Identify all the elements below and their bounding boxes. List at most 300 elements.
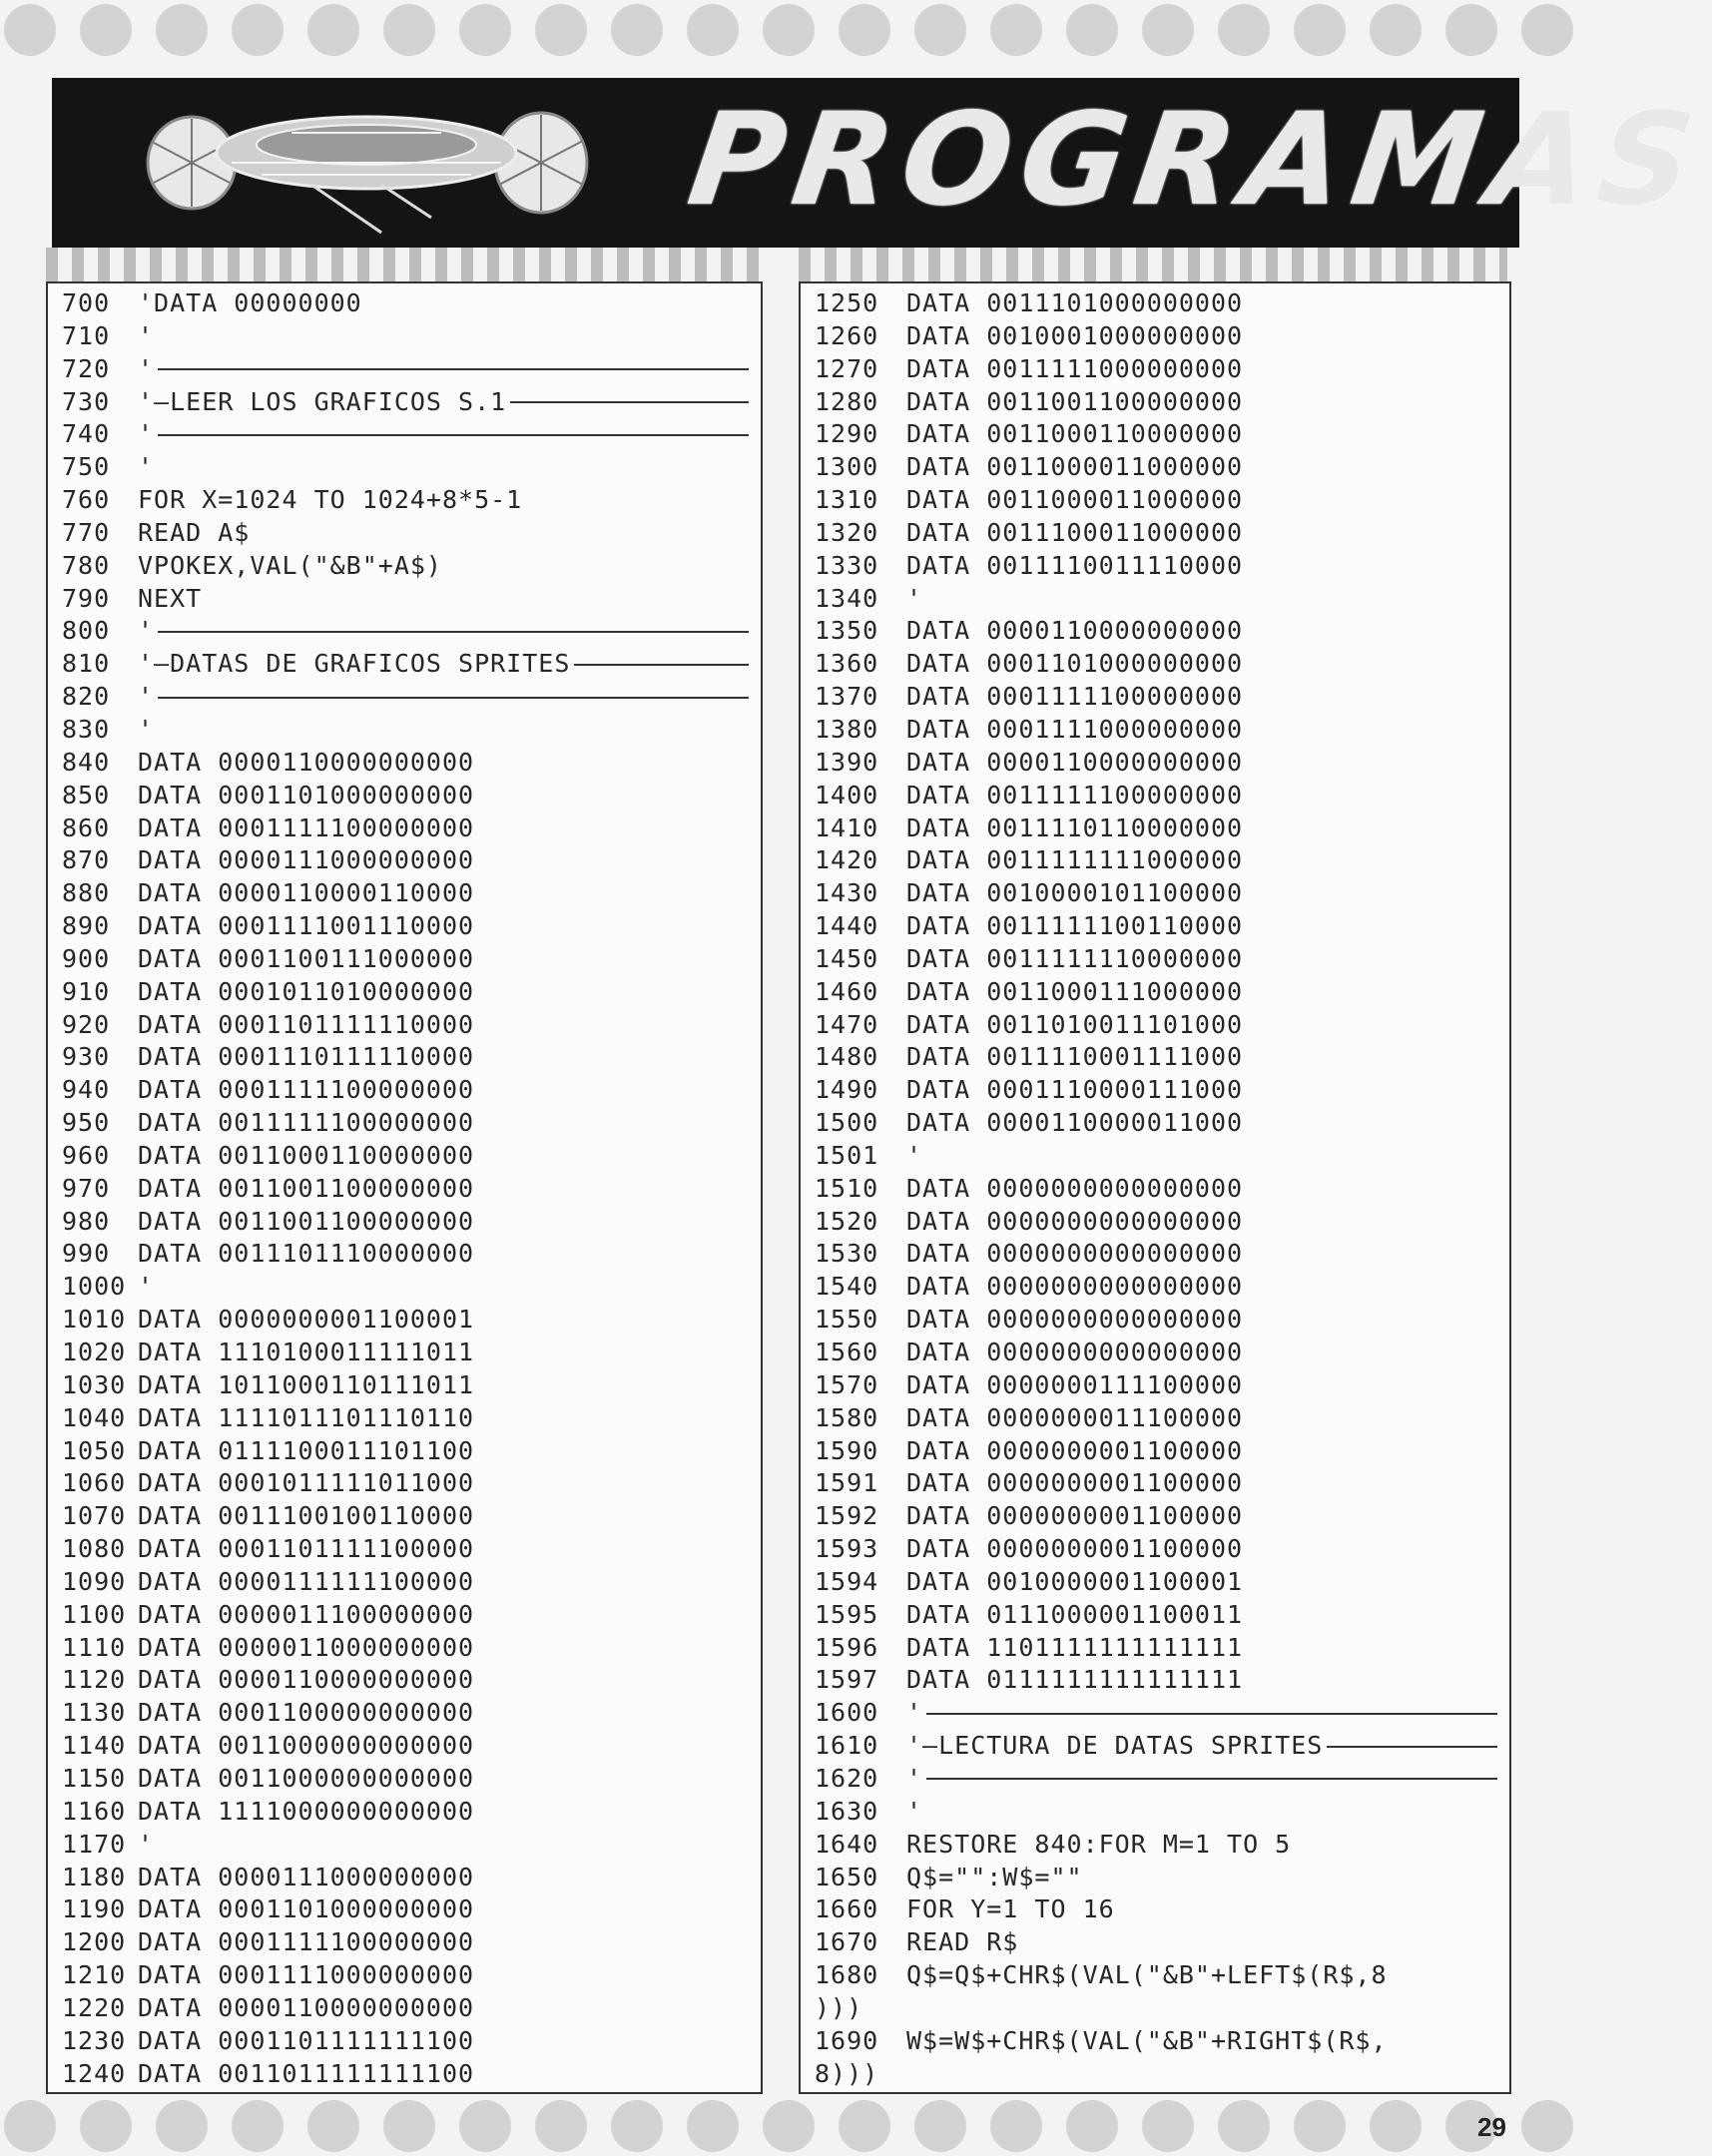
comment-rule	[158, 697, 749, 699]
code-line	[815, 287, 1501, 320]
decorative-dot	[1218, 2100, 1270, 2152]
line-code: DATA 0000110000000000	[906, 747, 1244, 777]
comment-rule	[158, 631, 749, 633]
line-number: 1290	[815, 419, 879, 449]
line-code: DATA 0001111100000000	[138, 1927, 475, 1957]
line-number: 710	[62, 320, 111, 350]
comment-rule	[926, 1713, 1497, 1715]
code-line	[815, 484, 1501, 517]
line-number: 920	[62, 1009, 111, 1039]
code-line	[815, 1533, 1501, 1566]
line-number: 1180	[62, 1862, 127, 1891]
line-code: DATA 0000110000000000	[138, 1665, 475, 1695]
line-number: 1300	[815, 452, 879, 482]
code-line	[62, 943, 753, 976]
line-number: 1680	[815, 1960, 879, 1990]
line-code: DATA 0111100011101100	[138, 1435, 475, 1465]
line-code: DATA 0011101000000000	[906, 288, 1244, 317]
code-line	[815, 681, 1501, 714]
line-code: DATA 0011111100000000	[906, 780, 1244, 809]
line-number: 1400	[815, 780, 879, 809]
comment-rule	[510, 401, 749, 403]
line-number: 770	[62, 517, 111, 547]
line-number: 1380	[815, 714, 879, 744]
line-code: DATA 0000000000000000	[906, 1338, 1244, 1366]
line-code: DATA 0011111110000000	[906, 943, 1244, 973]
code-line	[62, 1829, 753, 1862]
code-line	[815, 1829, 1501, 1862]
code-line	[62, 1533, 753, 1566]
code-line	[62, 2025, 753, 2058]
line-number: 780	[62, 550, 111, 580]
line-number: 1593	[815, 1534, 879, 1564]
line-number: 1120	[62, 1665, 127, 1695]
code-line	[62, 1173, 753, 1206]
line-number: 1030	[62, 1369, 127, 1399]
line-number: 1000	[62, 1272, 127, 1302]
decorative-dot	[535, 2100, 587, 2152]
line-number: 1420	[815, 845, 879, 875]
comment-rule	[926, 1778, 1497, 1780]
line-code: DATA 0011100100110000	[138, 1501, 475, 1531]
code-line	[815, 451, 1501, 484]
line-code: DATA 0000110000000000	[906, 616, 1244, 646]
decorative-dot	[156, 4, 208, 56]
decorative-dot	[839, 4, 890, 56]
line-number: 1600	[815, 1698, 879, 1728]
code-line	[815, 1369, 1501, 1402]
line-number: 850	[62, 780, 111, 809]
code-line	[815, 1664, 1501, 1697]
line-code: DATA 0001101000000000	[138, 780, 475, 809]
line-number: 1460	[815, 976, 879, 1006]
code-lines-right	[815, 287, 1501, 2090]
line-number: 1130	[62, 1698, 127, 1728]
decorative-dot	[1218, 4, 1270, 56]
line-number: 820	[62, 682, 111, 712]
decorative-dot	[1066, 2100, 1118, 2152]
line-code: DATA 0000000001100000	[906, 1534, 1244, 1564]
line-number: 1550	[815, 1305, 879, 1335]
line-code: DATA 0001111000000000	[138, 1960, 475, 1990]
line-number: 1110	[62, 1632, 127, 1662]
line-code: W$=W$+CHR$(VAL("&B"+RIGHT$(R$,	[906, 2025, 1388, 2055]
line-number: 1510	[815, 1173, 879, 1203]
line-number: 940	[62, 1075, 111, 1105]
line-number: 800	[62, 616, 111, 646]
code-line	[815, 1632, 1501, 1665]
comment-rule	[1327, 1746, 1497, 1748]
decorative-dot	[990, 2100, 1042, 2152]
code-line	[62, 1074, 753, 1107]
code-line	[815, 1566, 1501, 1599]
line-number: 1596	[815, 1632, 879, 1662]
line-number: 790	[62, 583, 111, 613]
line-code: DATA 0010000101100000	[906, 878, 1244, 908]
line-code: DATA 0000110000011000	[906, 1108, 1244, 1138]
decorative-dot	[80, 4, 132, 56]
line-number: 1430	[815, 878, 879, 908]
line-number: 890	[62, 911, 111, 941]
decorative-dot	[763, 2100, 815, 2152]
line-code: DATA 0001110111110000	[138, 1042, 475, 1072]
decorative-dot	[307, 2100, 359, 2152]
line-code: VPOKEX,VAL("&B"+A$)	[138, 550, 442, 580]
line-code: DATA 0011000000000000	[138, 1763, 475, 1793]
line-number: 720	[62, 353, 111, 383]
line-number: 1594	[815, 1566, 879, 1596]
decorative-dot	[383, 2100, 435, 2152]
line-code: DATA 0011100011000000	[906, 517, 1244, 547]
code-line	[815, 1893, 1501, 1926]
code-line	[62, 1271, 753, 1304]
line-code: DATA 0011110001111000	[906, 1042, 1244, 1072]
code-line	[62, 1632, 753, 1665]
code-line	[62, 353, 753, 386]
line-code: DATA 0000011100000000	[138, 1599, 475, 1629]
line-code: DATA 0000110000000000	[138, 1992, 475, 2022]
line-code: DATA 0001111100000000	[138, 1075, 475, 1105]
line-code: RESTORE 840:FOR M=1 TO 5	[906, 1829, 1292, 1859]
code-line	[815, 1599, 1501, 1632]
line-code: DATA 0000000001100001	[138, 1305, 475, 1335]
line-number: 1440	[815, 911, 879, 941]
code-line	[815, 780, 1501, 812]
line-code: DATA 0111111111111111	[906, 1665, 1244, 1695]
line-number: 1470	[815, 1009, 879, 1039]
code-line	[62, 1238, 753, 1271]
code-line	[815, 714, 1501, 747]
code-line	[62, 1566, 753, 1599]
line-number: 1501	[815, 1140, 879, 1170]
code-line	[815, 353, 1501, 386]
line-number: 1050	[62, 1435, 127, 1465]
code-line	[62, 1796, 753, 1829]
line-number: 1240	[62, 2058, 127, 2088]
page-title: PROGRAMAS	[680, 86, 1712, 235]
line-code: DATA 0000000011100000	[906, 1402, 1244, 1432]
line-code: '	[138, 1829, 155, 1859]
code-line	[62, 484, 753, 517]
line-code: DATA 0000000000000000	[906, 1305, 1244, 1335]
decorative-dot	[763, 4, 815, 56]
code-line	[815, 320, 1501, 353]
line-code: DATA 0000000000000000	[906, 1272, 1244, 1302]
code-line	[62, 1206, 753, 1239]
line-code: DATA 0000000001100000	[906, 1501, 1244, 1531]
code-line	[815, 910, 1501, 943]
code-line	[815, 1435, 1501, 1468]
code-line	[815, 844, 1501, 877]
line-number: 1280	[815, 386, 879, 416]
line-number: 1170	[62, 1829, 127, 1859]
decorative-dot	[1370, 2100, 1422, 2152]
line-code: DATA 0000110000110000	[138, 878, 475, 908]
code-line	[62, 1009, 753, 1042]
code-line	[62, 287, 753, 320]
line-number: 1210	[62, 1960, 127, 1990]
decorative-dot	[1521, 4, 1573, 56]
code-line	[62, 681, 753, 714]
stripe-band-left	[46, 248, 759, 283]
line-number: 1410	[815, 812, 879, 842]
line-number: 990	[62, 1239, 111, 1269]
line-code: DATA 0011001100000000	[138, 1173, 475, 1203]
line-number: 970	[62, 1173, 111, 1203]
line-code: DATA 0000000000000000	[906, 1239, 1244, 1269]
code-line	[62, 1467, 753, 1500]
line-number: 1500	[815, 1108, 879, 1138]
line-number: 760	[62, 485, 111, 515]
line-number: 1080	[62, 1534, 127, 1564]
line-code: '	[138, 320, 155, 350]
decorative-dot	[1521, 2100, 1573, 2152]
line-code: Q$="":W$=""	[906, 1862, 1083, 1891]
line-code: '	[138, 1272, 155, 1302]
line-code: DATA 0001111100000000	[906, 682, 1244, 712]
decorative-dot	[459, 2100, 511, 2152]
code-line	[815, 1992, 1501, 2025]
line-number: 830	[62, 714, 111, 744]
line-number: 1540	[815, 1272, 879, 1302]
line-code: DATA 0111000001100011	[906, 1599, 1244, 1629]
line-code: DATA 0001111001110000	[138, 911, 475, 941]
line-number: 840	[62, 747, 111, 777]
line-number: 1200	[62, 1927, 127, 1957]
line-number: 1350	[815, 616, 879, 646]
line-code: DATA 0000111000000000	[138, 845, 475, 875]
line-number: 1592	[815, 1501, 879, 1531]
code-line	[815, 648, 1501, 681]
code-line	[815, 583, 1501, 616]
line-number: 860	[62, 812, 111, 842]
code-line	[62, 1500, 753, 1533]
line-code: DATA 0011000111000000	[906, 976, 1244, 1006]
line-number: 1150	[62, 1763, 127, 1793]
line-number: 1340	[815, 583, 879, 613]
line-number: 1310	[815, 485, 879, 515]
code-line	[62, 1763, 753, 1796]
decorative-dot	[307, 4, 359, 56]
line-code: '	[138, 353, 155, 383]
line-number: 1480	[815, 1042, 879, 1072]
code-line	[815, 1271, 1501, 1304]
line-code: DATA 0001100000000000	[138, 1698, 475, 1728]
line-number: 1260	[815, 320, 879, 350]
decorative-dot	[1294, 2100, 1346, 2152]
line-code: DATA 0011111100110000	[906, 911, 1244, 941]
decorative-dot	[459, 4, 511, 56]
bottom-dot-border	[0, 2096, 1568, 2156]
line-code: DATA 0000011000000000	[138, 1632, 475, 1662]
line-code: DATA 0000000111100000	[906, 1369, 1244, 1399]
decorative-dot	[232, 4, 284, 56]
code-line	[62, 517, 753, 550]
line-number: 740	[62, 419, 111, 449]
line-code: DATA 0001101111100000	[138, 1534, 475, 1564]
code-line	[62, 1730, 753, 1763]
line-number: 750	[62, 452, 111, 482]
line-code: DATA 1101111111111111	[906, 1632, 1244, 1662]
decorative-dot	[1370, 4, 1422, 56]
line-code: DATA 0000000001100000	[906, 1435, 1244, 1465]
line-code: DATA 0011110011110000	[906, 550, 1244, 580]
line-code: '	[138, 419, 155, 449]
line-code: DATA 0011111111000000	[906, 845, 1244, 875]
decorative-dot	[156, 2100, 208, 2152]
line-number: 1370	[815, 682, 879, 712]
line-code: '—LEER LOS GRAFICOS S.1	[138, 386, 507, 416]
line-number: 1090	[62, 1566, 127, 1596]
line-number: 1330	[815, 550, 879, 580]
code-lines-left	[62, 287, 753, 2090]
line-code: DATA 0001011010000000	[138, 976, 475, 1006]
listing-column-right	[799, 281, 1511, 2094]
line-code: DATA 0011001100000000	[906, 386, 1244, 416]
code-line	[62, 1304, 753, 1337]
code-line	[62, 1435, 753, 1468]
line-code: DATA 0011000110000000	[138, 1140, 475, 1170]
line-code: DATA 0011110110000000	[906, 812, 1244, 842]
line-code: '	[138, 682, 155, 712]
code-line	[815, 1304, 1501, 1337]
decorative-dot	[687, 4, 739, 56]
decorative-dot	[990, 4, 1042, 56]
line-code: '	[906, 1698, 923, 1728]
code-line	[62, 1369, 753, 1402]
line-number: 1610	[815, 1731, 879, 1761]
line-code: DATA 0001101000000000	[906, 649, 1244, 679]
code-line	[62, 780, 753, 812]
line-number: 1010	[62, 1305, 127, 1335]
line-number: 1660	[815, 1894, 879, 1924]
line-number: 910	[62, 976, 111, 1006]
line-number: 980	[62, 1206, 111, 1236]
line-number: 1690	[815, 2025, 879, 2055]
line-number: 1140	[62, 1731, 127, 1761]
line-number: 1320	[815, 517, 879, 547]
line-code: DATA 0001101000000000	[138, 1894, 475, 1924]
line-code: READ A$	[138, 517, 251, 547]
line-code: DATA 0011011111111100	[138, 2058, 475, 2088]
header-banner	[52, 78, 1712, 248]
line-number: 730	[62, 386, 111, 416]
code-line	[815, 1500, 1501, 1533]
comment-rule	[158, 434, 749, 436]
decorative-dot	[914, 4, 966, 56]
line-number: 1490	[815, 1075, 879, 1105]
code-line	[62, 1992, 753, 2025]
line-number: 1520	[815, 1206, 879, 1236]
line-code: DATA 0000111111100000	[138, 1566, 475, 1596]
comment-rule	[574, 664, 749, 666]
line-number: 1650	[815, 1862, 879, 1891]
page-number: 29	[1477, 2112, 1506, 2142]
line-code: DATA 0001100111000000	[138, 943, 475, 973]
line-code: DATA 0001101111111100	[138, 2025, 475, 2055]
decorative-dot	[687, 2100, 739, 2152]
line-number: 1450	[815, 943, 879, 973]
code-line	[62, 418, 753, 451]
code-line	[815, 1862, 1501, 1894]
code-line	[815, 1009, 1501, 1042]
code-line	[62, 1664, 753, 1697]
code-line	[815, 517, 1501, 550]
decorative-dot	[4, 2100, 56, 2152]
code-line	[815, 1763, 1501, 1796]
code-line	[815, 2058, 1501, 2091]
decorative-dot	[839, 2100, 890, 2152]
line-number: 1160	[62, 1796, 127, 1826]
line-number: 1070	[62, 1501, 127, 1531]
code-line	[815, 976, 1501, 1009]
line-code: DATA 0001110000111000	[906, 1075, 1244, 1105]
line-number: 1040	[62, 1402, 127, 1432]
line-number: 1360	[815, 649, 879, 679]
code-line	[815, 1337, 1501, 1369]
code-line	[815, 1238, 1501, 1271]
line-code: DATA 0000000000000000	[906, 1173, 1244, 1203]
stripe-band-right	[799, 248, 1507, 283]
line-code: READ R$	[906, 1927, 1019, 1957]
code-line	[815, 1402, 1501, 1435]
code-line	[62, 1402, 753, 1435]
line-code: 8)))	[815, 2058, 879, 2088]
decorative-dot	[914, 2100, 966, 2152]
line-code: DATA 0011000110000000	[906, 419, 1244, 449]
code-line	[815, 1926, 1501, 1959]
line-code: DATA 0010001000000000	[906, 320, 1244, 350]
line-code: DATA 0011001100000000	[138, 1206, 475, 1236]
line-number: 880	[62, 878, 111, 908]
code-line	[815, 418, 1501, 451]
line-code: DATA 0000110000000000	[138, 747, 475, 777]
line-code: DATA 0000000001100000	[906, 1468, 1244, 1498]
line-code: '	[906, 1796, 923, 1826]
code-line	[62, 1959, 753, 1992]
line-code: NEXT	[138, 583, 203, 613]
line-code: DATA 0011010011101000	[906, 1009, 1244, 1039]
line-code: DATA 0000000000000000	[906, 1206, 1244, 1236]
line-code: '	[138, 616, 155, 646]
code-line	[815, 615, 1501, 648]
line-code: '	[138, 452, 155, 482]
code-line	[62, 877, 753, 910]
line-number: 1390	[815, 747, 879, 777]
line-number: 1597	[815, 1665, 879, 1695]
line-number: 1595	[815, 1599, 879, 1629]
line-number: 1620	[815, 1763, 879, 1793]
line-number: 1530	[815, 1239, 879, 1269]
code-line	[815, 1697, 1501, 1730]
code-line	[62, 910, 753, 943]
code-line	[62, 550, 753, 583]
top-dot-border	[0, 0, 1568, 60]
decorative-dot	[535, 4, 587, 56]
line-number: 700	[62, 288, 111, 317]
line-number: 1220	[62, 1992, 127, 2022]
line-code: '	[906, 1763, 923, 1793]
spaceship-illustration	[132, 93, 611, 233]
line-code: DATA 0000111000000000	[138, 1862, 475, 1891]
decorative-dot	[4, 4, 56, 56]
code-line	[815, 1730, 1501, 1763]
code-line	[815, 1074, 1501, 1107]
line-code: DATA 0011000000000000	[138, 1731, 475, 1761]
code-line	[815, 550, 1501, 583]
line-number: 1250	[815, 288, 879, 317]
code-line	[815, 1107, 1501, 1140]
